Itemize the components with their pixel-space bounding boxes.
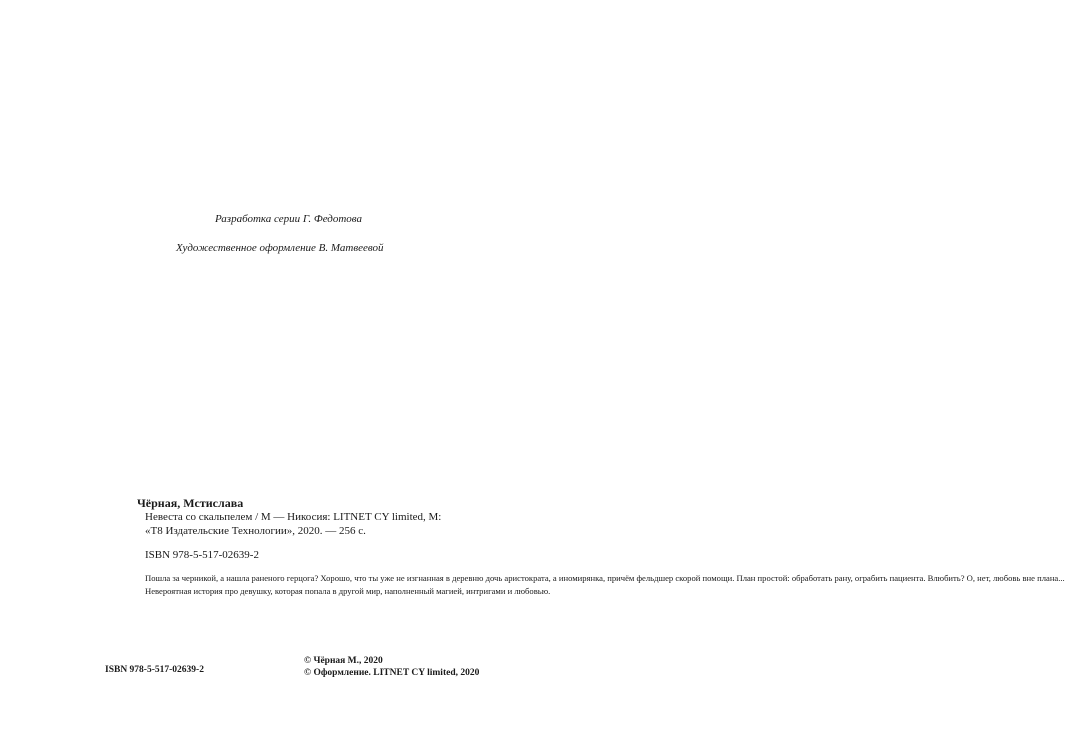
design-credit: Художественное оформление В. Матвеевой [176, 242, 384, 254]
author-heading: Чёрная, Мстислава [137, 496, 244, 510]
series-credit: Разработка серии Г. Федотова [215, 213, 363, 225]
copyright-block [304, 655, 479, 679]
copyright-author: © Чёрная М., 2020 [304, 656, 383, 666]
description-line: «Т8 Издательские Технологии», 2020. — 256 с. [145, 525, 366, 537]
book-description [137, 510, 482, 538]
description-line: Невеста со скальпелем / М — Никосия: LITNET CY limited, М: [145, 511, 442, 523]
isbn-footer: ISBN 978-5-517-02639-2 [105, 665, 204, 675]
annotation [137, 572, 1065, 597]
annotation-paragraph: Пошла за черникой, а нашла раненого герцога? Хорошо, что ты уже не изгнанная в деревню дочь аристократа, а иномирянка, причём фельдшер скорой помощи. План простой: обработать рану, ограбить пациента. Влюбить? О, нет, любовь вне плана... [145, 573, 1065, 583]
bibliographic-record [137, 496, 1065, 597]
copyright-design: © Оформление. LITNET CY limited, 2020 [304, 668, 480, 678]
isbn-record: ISBN 978-5-517-02639-2 [145, 549, 259, 561]
annotation-paragraph: Невероятная история про девушку, которая попала в другой мир, наполненный магией, интригами и любовью. [145, 585, 551, 596]
